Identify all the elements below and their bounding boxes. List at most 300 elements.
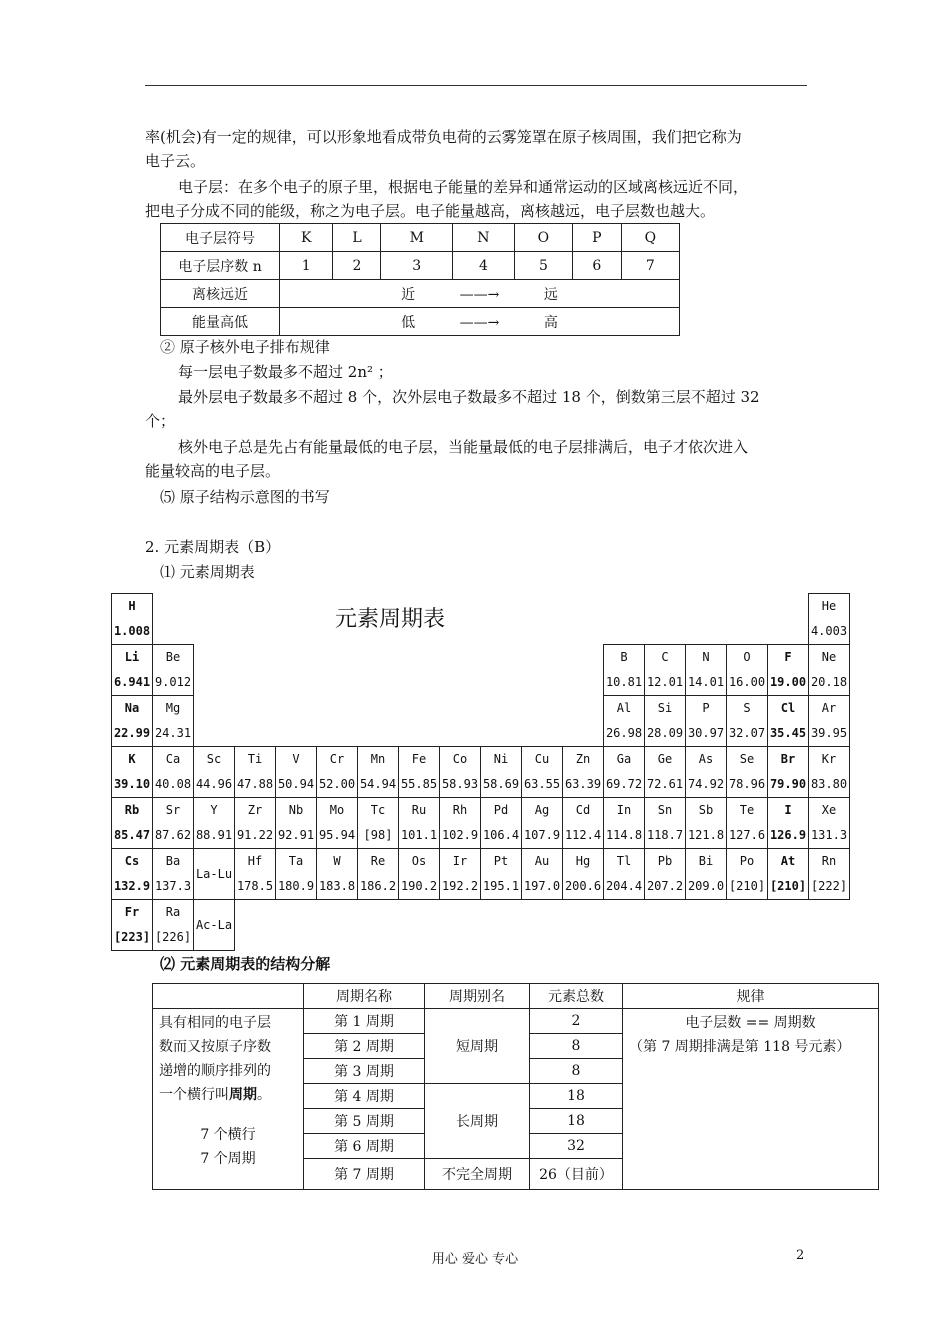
period-name: 第 4 周期 bbox=[304, 1084, 425, 1109]
element-symbol: As bbox=[698, 752, 714, 766]
element-cell bbox=[153, 747, 194, 798]
element-symbol: Na bbox=[124, 701, 140, 715]
element-symbol: Sc bbox=[206, 752, 222, 766]
distance-trend: 近 ——→ 远 bbox=[280, 280, 680, 308]
element-symbol: Zr bbox=[247, 803, 263, 817]
element-symbol: Be bbox=[165, 650, 181, 664]
element-symbol: Mg bbox=[165, 701, 181, 715]
period-definition: 具有相同的电子层 数而又按原子序数 递增的顺序排列的 一个横行叫周期。 7 个横行 7 个周期 bbox=[153, 1009, 304, 1190]
shell-symbol: M bbox=[381, 224, 453, 252]
atomic-weight: 63.55 bbox=[523, 777, 561, 791]
element-symbol: At bbox=[780, 854, 796, 868]
element-cell bbox=[194, 798, 235, 849]
element-symbol: Ir bbox=[452, 854, 468, 868]
shell-symbol: Q bbox=[621, 224, 679, 252]
paragraph: 电子云。 bbox=[145, 152, 206, 170]
shell-symbol: P bbox=[573, 224, 622, 252]
atomic-weight: 95.94 bbox=[318, 828, 356, 842]
element-symbol: Sr bbox=[165, 803, 181, 817]
atomic-weight: 28.09 bbox=[646, 726, 684, 740]
element-cell bbox=[358, 798, 399, 849]
empty-cell bbox=[317, 645, 358, 696]
period-alias: 长周期 bbox=[425, 1084, 530, 1159]
header-cell bbox=[153, 984, 304, 1009]
atomic-weight: 50.94 bbox=[277, 777, 315, 791]
atomic-weight: 52.00 bbox=[318, 777, 356, 791]
atomic-weight: 209.0 bbox=[687, 879, 725, 893]
shell-number: 4 bbox=[453, 252, 515, 280]
empty-cell bbox=[686, 594, 727, 645]
shell-number: 7 bbox=[621, 252, 679, 280]
element-cell bbox=[522, 747, 563, 798]
element-cell bbox=[358, 747, 399, 798]
empty-cell bbox=[194, 645, 235, 696]
shell-number: 2 bbox=[333, 252, 381, 280]
period-name: 第 2 周期 bbox=[304, 1034, 425, 1059]
atomic-weight: 192.2 bbox=[441, 879, 479, 893]
atomic-weight: [210] bbox=[769, 879, 807, 893]
element-symbol: Sb bbox=[698, 803, 714, 817]
element-symbol: O bbox=[743, 650, 751, 664]
element-symbol: S bbox=[743, 701, 751, 715]
header-cell: 周期名称 bbox=[304, 984, 425, 1009]
atomic-weight: 55.85 bbox=[400, 777, 438, 791]
element-cell bbox=[112, 900, 153, 951]
element-symbol: Cs bbox=[124, 854, 140, 868]
empty-cell bbox=[522, 900, 563, 951]
shell-number: 6 bbox=[573, 252, 622, 280]
empty-cell bbox=[481, 900, 522, 951]
empty-cell bbox=[276, 696, 317, 747]
atomic-weight: 88.91 bbox=[195, 828, 233, 842]
element-symbol: Kr bbox=[821, 752, 837, 766]
atomic-weight: 112.4 bbox=[564, 828, 602, 842]
element-symbol: Cu bbox=[534, 752, 550, 766]
empty-cell bbox=[276, 645, 317, 696]
element-symbol: Mo bbox=[329, 803, 345, 817]
section-heading: ⑴ 元素周期表 bbox=[160, 563, 255, 581]
element-symbol: Ti bbox=[247, 752, 263, 766]
paragraph: 最外层电子数最多不超过 8 个，次外层电子数最多不超过 18 个，倒数第三层不超过 32 bbox=[178, 388, 760, 406]
element-symbol: F bbox=[784, 650, 792, 664]
section-heading: 2. 元素周期表（B） bbox=[145, 538, 281, 556]
empty-cell bbox=[276, 900, 317, 951]
atomic-weight: 30.97 bbox=[687, 726, 725, 740]
element-count: 32 bbox=[530, 1134, 623, 1159]
atomic-weight: 91.22 bbox=[236, 828, 274, 842]
atomic-weight: 24.31 bbox=[154, 726, 192, 740]
element-cell bbox=[194, 900, 235, 951]
element-cell bbox=[727, 798, 768, 849]
paragraph: 把电子分成不同的能级，称之为电子层。电子能量越高，离核越远，电子层数也越大。 bbox=[145, 202, 716, 220]
empty-cell bbox=[727, 900, 768, 951]
paragraph: 率(机会)有一定的规律，可以形象地看成带负电荷的云雾笼罩在原子核周围，我们把它称为 bbox=[145, 128, 742, 146]
empty-cell bbox=[358, 696, 399, 747]
empty-cell bbox=[645, 594, 686, 645]
empty-cell bbox=[604, 594, 645, 645]
paragraph: 电子层：在多个电子的原子里，根据电子能量的差异和通常运动的区域离核远近不同， bbox=[178, 178, 749, 196]
atomic-weight: [210] bbox=[728, 879, 766, 893]
element-count: 18 bbox=[530, 1084, 623, 1109]
element-cell bbox=[440, 747, 481, 798]
element-symbol: Cl bbox=[780, 701, 796, 715]
atomic-weight: 44.96 bbox=[195, 777, 233, 791]
period-rule: 电子层数 == 周期数 （第 7 周期排满是第 118 号元素） bbox=[623, 1009, 879, 1190]
atomic-weight: [226] bbox=[154, 930, 192, 944]
atomic-weight: 72.61 bbox=[646, 777, 684, 791]
atomic-weight: 107.9 bbox=[523, 828, 561, 842]
element-cell bbox=[481, 798, 522, 849]
atomic-weight: 26.98 bbox=[605, 726, 643, 740]
element-cell bbox=[153, 849, 194, 900]
element-symbol: K bbox=[128, 752, 136, 766]
element-symbol: Cr bbox=[329, 752, 345, 766]
element-cell bbox=[235, 849, 276, 900]
element-symbol: C bbox=[661, 650, 669, 664]
element-cell bbox=[440, 849, 481, 900]
element-cell bbox=[440, 798, 481, 849]
element-cell bbox=[276, 747, 317, 798]
empty-cell bbox=[194, 696, 235, 747]
element-symbol: Ta bbox=[288, 854, 304, 868]
element-symbol: Ne bbox=[821, 650, 837, 664]
element-cell bbox=[194, 747, 235, 798]
empty-cell bbox=[317, 900, 358, 951]
period-structure-table bbox=[152, 983, 879, 1190]
empty-cell bbox=[399, 696, 440, 747]
header-cell: 周期别名 bbox=[425, 984, 530, 1009]
paragraph: 每一层电子数最多不超过 2n² ； bbox=[178, 363, 393, 381]
atomic-weight: [98] bbox=[363, 828, 393, 842]
element-cell bbox=[727, 747, 768, 798]
element-symbol: Rh bbox=[452, 803, 468, 817]
element-cell bbox=[809, 696, 850, 747]
element-symbol: Ar bbox=[821, 701, 837, 715]
element-cell bbox=[768, 798, 809, 849]
shell-symbol: K bbox=[280, 224, 333, 252]
empty-cell bbox=[235, 900, 276, 951]
element-cell bbox=[809, 594, 850, 645]
empty-cell bbox=[153, 594, 194, 645]
element-cell bbox=[727, 645, 768, 696]
empty-cell bbox=[235, 696, 276, 747]
element-cell bbox=[645, 645, 686, 696]
atomic-weight: 63.39 bbox=[564, 777, 602, 791]
atomic-weight: 118.7 bbox=[646, 828, 684, 842]
element-symbol: Fe bbox=[411, 752, 427, 766]
element-cell bbox=[112, 747, 153, 798]
electron-shell-table bbox=[160, 223, 680, 336]
element-symbol: Rb bbox=[124, 803, 140, 817]
shell-number-label: 电子层序数 n bbox=[161, 252, 280, 280]
element-symbol: Te bbox=[739, 803, 755, 817]
element-symbol: Bi bbox=[698, 854, 714, 868]
element-count: 26（目前） bbox=[530, 1159, 623, 1190]
element-symbol: Li bbox=[124, 650, 140, 664]
atomic-weight: 121.8 bbox=[687, 828, 725, 842]
element-symbol: Ra bbox=[165, 905, 181, 919]
element-symbol: H bbox=[128, 599, 136, 613]
paragraph: 个； bbox=[145, 412, 176, 430]
element-cell bbox=[399, 798, 440, 849]
paragraph: 核外电子总是先占有能量最低的电子层，当能量最低的电子层排满后，电子才依次进入 bbox=[178, 438, 749, 456]
element-cell bbox=[645, 747, 686, 798]
element-cell bbox=[686, 747, 727, 798]
atomic-weight: 204.4 bbox=[605, 879, 643, 893]
element-symbol: V bbox=[292, 752, 300, 766]
atomic-weight: 12.01 bbox=[646, 675, 684, 689]
element-cell bbox=[686, 696, 727, 747]
period-name: 第 5 周期 bbox=[304, 1109, 425, 1134]
empty-cell bbox=[809, 900, 850, 951]
element-cell bbox=[194, 849, 235, 900]
element-cell bbox=[727, 849, 768, 900]
header-rule bbox=[145, 85, 807, 86]
element-symbol: Re bbox=[370, 854, 386, 868]
atomic-weight: [222] bbox=[810, 879, 848, 893]
atomic-weight: 10.81 bbox=[605, 675, 643, 689]
element-count: 8 bbox=[530, 1059, 623, 1084]
atomic-weight: 40.08 bbox=[154, 777, 192, 791]
element-symbol: Pt bbox=[493, 854, 509, 868]
empty-cell bbox=[399, 645, 440, 696]
element-cell bbox=[235, 798, 276, 849]
element-symbol: Pb bbox=[657, 854, 673, 868]
empty-cell bbox=[563, 594, 604, 645]
empty-cell bbox=[440, 900, 481, 951]
element-symbol: Ba bbox=[165, 854, 181, 868]
atomic-weight: 58.93 bbox=[441, 777, 479, 791]
atomic-weight: 197.0 bbox=[523, 879, 561, 893]
header-cell: 规律 bbox=[623, 984, 879, 1009]
energy-trend: 低 ——→ 高 bbox=[280, 308, 680, 336]
atomic-weight: 58.69 bbox=[482, 777, 520, 791]
atomic-weight: 22.99 bbox=[113, 726, 151, 740]
element-symbol: Zn bbox=[575, 752, 591, 766]
empty-cell bbox=[481, 696, 522, 747]
atomic-weight: 106.4 bbox=[482, 828, 520, 842]
empty-cell bbox=[235, 594, 276, 645]
empty-cell bbox=[440, 696, 481, 747]
element-symbol: Tl bbox=[616, 854, 632, 868]
element-symbol: Au bbox=[534, 854, 550, 868]
element-symbol: Ag bbox=[534, 803, 550, 817]
empty-cell bbox=[358, 645, 399, 696]
element-symbol: Br bbox=[780, 752, 796, 766]
element-cell bbox=[809, 645, 850, 696]
element-symbol: W bbox=[333, 854, 341, 868]
element-cell bbox=[112, 594, 153, 645]
element-cell bbox=[645, 849, 686, 900]
element-symbol: Os bbox=[411, 854, 427, 868]
element-symbol: Xe bbox=[821, 803, 837, 817]
shell-number: 5 bbox=[514, 252, 572, 280]
atomic-weight: 16.00 bbox=[728, 675, 766, 689]
empty-cell bbox=[686, 900, 727, 951]
element-cell bbox=[563, 798, 604, 849]
element-cell bbox=[604, 747, 645, 798]
element-cell bbox=[112, 798, 153, 849]
atomic-weight: 190.2 bbox=[400, 879, 438, 893]
shell-symbol: L bbox=[333, 224, 381, 252]
element-symbol: Co bbox=[452, 752, 468, 766]
element-symbol: Rn bbox=[821, 854, 837, 868]
element-cell bbox=[645, 798, 686, 849]
element-symbol: Hg bbox=[575, 854, 591, 868]
shell-number: 3 bbox=[381, 252, 453, 280]
empty-cell bbox=[399, 900, 440, 951]
element-symbol: Y bbox=[210, 803, 218, 817]
atomic-weight: 101.1 bbox=[400, 828, 438, 842]
empty-cell bbox=[768, 900, 809, 951]
element-symbol: Ru bbox=[411, 803, 427, 817]
atomic-weight: 4.003 bbox=[810, 624, 848, 638]
element-cell bbox=[317, 798, 358, 849]
atomic-weight: 9.012 bbox=[154, 675, 192, 689]
atomic-weight: 39.95 bbox=[810, 726, 848, 740]
element-symbol: Fr bbox=[124, 905, 140, 919]
page-number: 2 bbox=[796, 1248, 805, 1263]
atomic-weight: 35.45 bbox=[769, 726, 807, 740]
element-symbol: P bbox=[702, 701, 710, 715]
empty-cell bbox=[522, 696, 563, 747]
empty-cell bbox=[235, 645, 276, 696]
empty-cell bbox=[440, 645, 481, 696]
element-cell bbox=[317, 747, 358, 798]
shell-symbol: O bbox=[514, 224, 572, 252]
paragraph: 能量较高的电子层。 bbox=[145, 462, 281, 480]
footer-text: 用心 爱心 专心 bbox=[431, 1252, 519, 1267]
element-symbol: Cd bbox=[575, 803, 591, 817]
atomic-weight: 180.9 bbox=[277, 879, 315, 893]
element-cell bbox=[768, 849, 809, 900]
element-cell bbox=[153, 645, 194, 696]
element-symbol: Ca bbox=[165, 752, 181, 766]
section-heading: ⑸ 原子结构示意图的书写 bbox=[160, 488, 330, 506]
element-symbol: N bbox=[702, 650, 710, 664]
atomic-weight: 20.18 bbox=[810, 675, 848, 689]
element-symbol: Ac-La bbox=[195, 917, 233, 932]
element-symbol: Hf bbox=[247, 854, 263, 868]
atomic-weight: 79.90 bbox=[769, 777, 807, 791]
atomic-weight: 78.96 bbox=[728, 777, 766, 791]
element-cell bbox=[112, 849, 153, 900]
element-cell bbox=[768, 696, 809, 747]
empty-cell bbox=[563, 696, 604, 747]
empty-cell bbox=[727, 594, 768, 645]
element-symbol: I bbox=[784, 803, 792, 817]
element-cell bbox=[153, 798, 194, 849]
element-cell bbox=[604, 849, 645, 900]
atomic-weight: 92.91 bbox=[277, 828, 315, 842]
atomic-weight: 1.008 bbox=[113, 624, 151, 638]
period-name: 第 1 周期 bbox=[304, 1009, 425, 1034]
element-cell bbox=[686, 798, 727, 849]
element-cell bbox=[645, 696, 686, 747]
element-cell bbox=[481, 747, 522, 798]
period-name: 第 6 周期 bbox=[304, 1134, 425, 1159]
shell-symbol: N bbox=[453, 224, 515, 252]
empty-cell bbox=[522, 594, 563, 645]
atomic-weight: 6.941 bbox=[113, 675, 151, 689]
atomic-weight: 54.94 bbox=[359, 777, 397, 791]
empty-cell bbox=[358, 900, 399, 951]
atomic-weight: 126.9 bbox=[769, 828, 807, 842]
atomic-weight: 137.3 bbox=[154, 879, 192, 893]
element-cell bbox=[276, 849, 317, 900]
atomic-weight: 32.07 bbox=[728, 726, 766, 740]
element-symbol: Al bbox=[616, 701, 632, 715]
atomic-weight: 83.80 bbox=[810, 777, 848, 791]
element-cell bbox=[153, 900, 194, 951]
element-cell bbox=[604, 645, 645, 696]
element-cell bbox=[112, 645, 153, 696]
header-cell: 元素总数 bbox=[530, 984, 623, 1009]
atomic-weight: 69.72 bbox=[605, 777, 643, 791]
element-cell bbox=[153, 696, 194, 747]
empty-cell bbox=[440, 594, 481, 645]
atomic-weight: [223] bbox=[113, 930, 151, 944]
section-heading: ② 原子核外电子排布规律 bbox=[160, 338, 330, 356]
element-cell bbox=[809, 747, 850, 798]
atomic-weight: 131.3 bbox=[810, 828, 848, 842]
shell-symbol-label: 电子层符号 bbox=[161, 224, 280, 252]
element-cell bbox=[563, 747, 604, 798]
element-symbol: B bbox=[620, 650, 628, 664]
empty-cell bbox=[563, 645, 604, 696]
atomic-weight: 114.8 bbox=[605, 828, 643, 842]
element-symbol: La-Lu bbox=[195, 866, 233, 881]
element-cell bbox=[809, 849, 850, 900]
element-cell bbox=[604, 696, 645, 747]
period-name: 第 3 周期 bbox=[304, 1059, 425, 1084]
atomic-weight: 14.01 bbox=[687, 675, 725, 689]
element-cell bbox=[235, 747, 276, 798]
empty-cell bbox=[563, 900, 604, 951]
element-cell bbox=[112, 696, 153, 747]
element-symbol: He bbox=[821, 599, 837, 613]
element-cell bbox=[522, 849, 563, 900]
empty-cell bbox=[481, 645, 522, 696]
atomic-weight: 74.92 bbox=[687, 777, 725, 791]
atomic-weight: 132.9 bbox=[113, 879, 151, 893]
period-name: 第 7 周期 bbox=[304, 1159, 425, 1190]
element-count: 8 bbox=[530, 1034, 623, 1059]
empty-cell bbox=[522, 645, 563, 696]
element-symbol: Mn bbox=[370, 752, 386, 766]
element-cell bbox=[686, 645, 727, 696]
element-cell bbox=[276, 798, 317, 849]
element-cell bbox=[399, 849, 440, 900]
atomic-weight: 183.8 bbox=[318, 879, 356, 893]
element-symbol: Sn bbox=[657, 803, 673, 817]
atomic-weight: 39.10 bbox=[113, 777, 151, 791]
empty-cell bbox=[194, 594, 235, 645]
periodic-table-title: 元素周期表 bbox=[335, 607, 446, 632]
element-symbol: Pd bbox=[493, 803, 509, 817]
period-alias: 短周期 bbox=[425, 1009, 530, 1084]
section-heading: ⑵ 元素周期表的结构分解 bbox=[160, 955, 331, 973]
periodic-table-grid bbox=[111, 593, 850, 951]
element-symbol: Se bbox=[739, 752, 755, 766]
element-cell bbox=[358, 849, 399, 900]
element-symbol: Po bbox=[739, 854, 755, 868]
atomic-weight: 102.9 bbox=[441, 828, 479, 842]
energy-label: 能量高低 bbox=[161, 308, 280, 336]
empty-cell bbox=[645, 900, 686, 951]
element-symbol: Ni bbox=[493, 752, 509, 766]
atomic-weight: 195.1 bbox=[482, 879, 520, 893]
